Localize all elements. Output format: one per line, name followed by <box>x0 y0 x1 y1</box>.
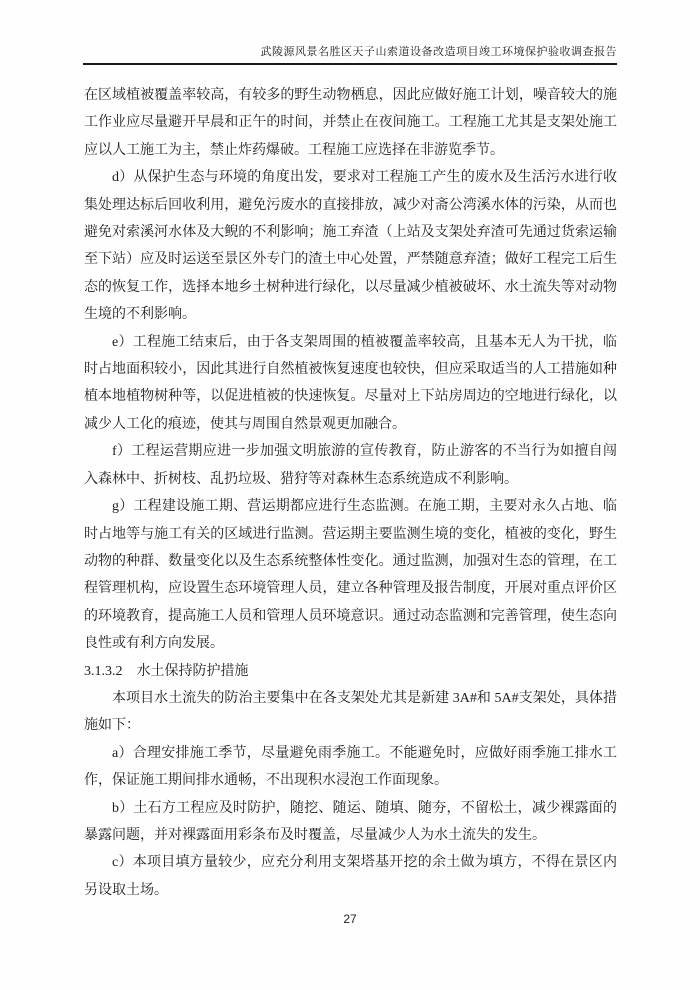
paragraph-item-b: b）土石方工程应及时防护，随挖、随运、随填、随夯，不留松土，减少裸露面的暴露问题，并对裸露面用彩条布及时覆盖，尽量减少人为水土流失的发生。 <box>84 800 617 843</box>
page-body <box>84 82 617 904</box>
page-number: 27 <box>343 912 357 926</box>
page-header <box>83 43 617 65</box>
paragraph-item-e: e）工程施工结束后，由于各支架周围的植被覆盖率较高，且基本无人为干扰，临时占地面积较小，因此其进行自然植被恢复速度也较快，但应采取适当的人工措施如种植本地植物树种等，以促进植被的快速恢复。尽量对上下站房周边的空地进行绿化，以减少人工化的痕迹，使其与周围自然景观更加融合。 <box>84 334 617 432</box>
paragraph-item-f: f）工程运营期应进一步加强文明旅游的宣传教育，防止游客的不当行为如擅自闯入森林中、折树枝、乱扔垃圾、猎狩等对森林生态系统造成不利影响。 <box>84 444 617 487</box>
paragraph-item-g: g）工程建设施工期、营运期都应进行生态监测。在施工期，主要对永久占地、临时占地等与施工有关的区域进行监测。营运期主要监测生境的变化，植被的变化，野生动物的种群、数量变化以及生态系统整体性变化。通过监测，加强对生态的管理，在工程管理机构，应设置生态环境管理人员，建立各种管理及报告制度，开展对重点评价区的环境教育，提高施工人员和管理人员环境意识。通过动态监测和完善管理，使生态向良性或有利方向发展。 <box>84 499 617 652</box>
section-heading: 3.1.3.2 水土保持防护措施 <box>84 663 249 679</box>
paragraph-intro-continued: 在区域植被覆盖率较高，有较多的野生动物栖息，因此应做好施工计划，噪音较大的施工作业应尽量避开早晨和正午的时间，并禁止在夜间施工。工程施工尤其是支架处施工应以人工施工为主，禁止炸药爆破。工程施工应选择在非游览季节。 <box>84 88 617 158</box>
paragraph-section-intro: 本项目水土流失的防治主要集中在各支架处尤其是新建 3A#和 5A#支架处，具体措施如下： <box>84 690 617 734</box>
paragraph-item-c: c）本项目填方量较少，应充分利用支架塔基开挖的余土做为填方，不得在景区内另设取土场。 <box>84 855 617 898</box>
header-title: 武陵源风景名胜区天子山索道设备改造项目竣工环境保护验收调查报告 <box>260 46 617 58</box>
paragraph-item-d: d）从保护生态与环境的角度出发，要求对工程施工产生的废水及生活污水进行收集处理达标后回收利用，避免污废水的直接排放，减少对斋公湾溪水体的污染，从而也避免对索溪河水体及大鲵的不利影响；施工弃渣（上站及支架处弃渣可先通过货索运输至下站）应及时运送至景区外专门的渣土中心处置，严禁随意弃渣；做好工程完工后生态的恢复工作，选择本地乡土树种进行绿化，以尽量减少植被破坏、水土流失等对动物生境的不利影响。 <box>84 170 617 323</box>
paragraph-item-a: a）合理安排施工季节，尽量避免雨季施工。不能避免时，应做好雨季施工排水工作，保证施工期间排水通畅，不出现积水浸泡工作面现象。 <box>84 745 617 789</box>
page-footer <box>0 910 700 928</box>
